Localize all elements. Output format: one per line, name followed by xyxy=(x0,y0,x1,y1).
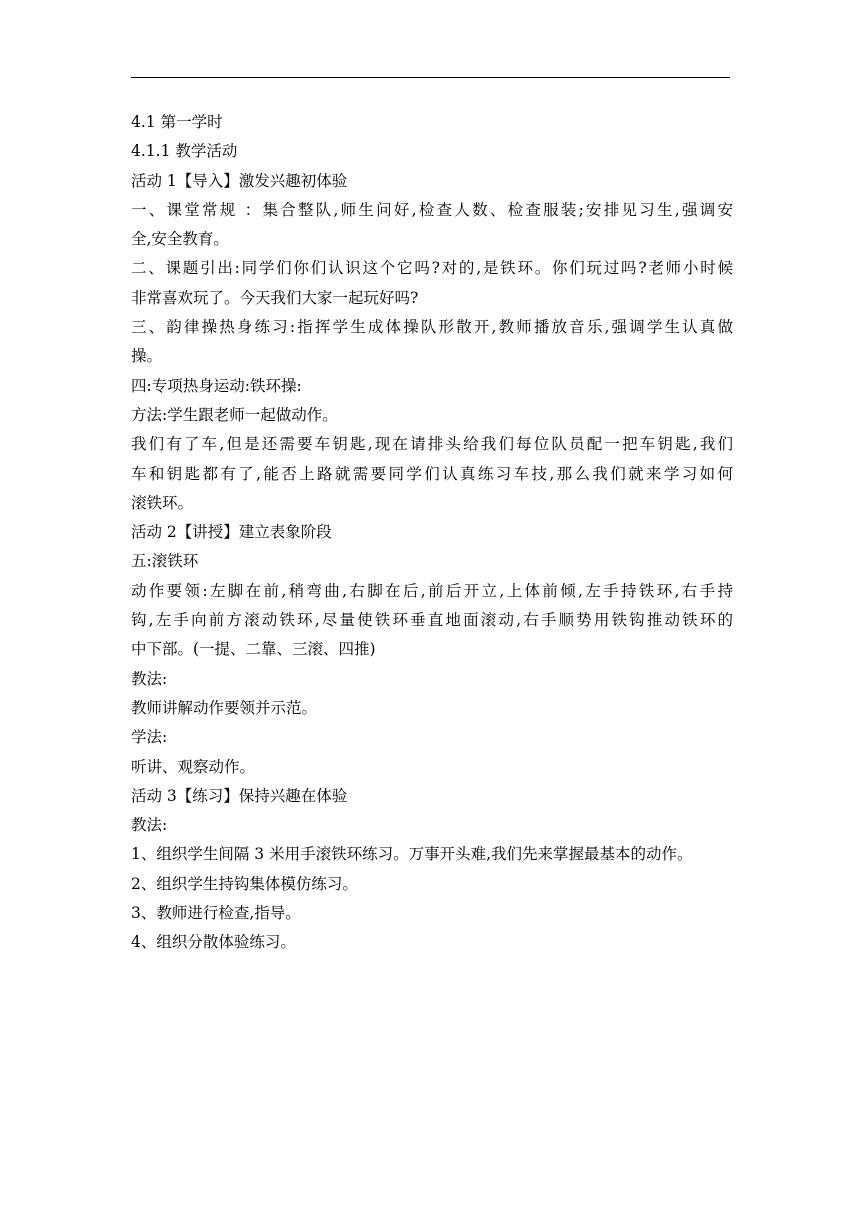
paragraph-line: 滚铁环。 xyxy=(131,493,194,512)
list-item: 1、组织学生间隔 3 米用手滚铁环练习。万事开头难,我们先来掌握最基本的动作。 xyxy=(131,845,693,864)
paragraph-line: 教师讲解动作要领并示范。 xyxy=(131,698,318,717)
activity-3-title: 活动 3【练习】保持兴趣在体验 xyxy=(131,786,348,805)
paragraph-line: 二、课题引出:同学们你们认识这个它吗?对的,是铁环。你们玩过吗?老师小时候 xyxy=(131,259,733,278)
list-item: 2、组织学生持钩集体模仿练习。 xyxy=(131,874,358,893)
paragraph-line: 我们有了车,但是还需要车钥匙,现在请排头给我们每位队员配一把车钥匙,我们 xyxy=(131,435,733,454)
heading-teaching-activities: 4.1.1 教学活动 xyxy=(131,142,238,161)
document-body xyxy=(131,108,733,958)
paragraph-line: 全,安全教育。 xyxy=(131,230,229,249)
paragraph-line: 三、韵律操热身练习:指挥学生成体操队形散开,教师播放音乐,强调学生认真做 xyxy=(131,318,733,337)
paragraph-line: 非常喜欢玩了。今天我们大家一起玩好吗? xyxy=(131,288,419,307)
paragraph-line: 动作要领:左脚在前,稍弯曲,右脚在后,前后开立,上体前倾,左手持铁环,右手持 xyxy=(131,581,733,600)
paragraph-line: 车和钥匙都有了,能否上路就需要同学们认真练习车技,那么我们就来学习如何 xyxy=(131,464,733,483)
paragraph-line: 教法: xyxy=(131,816,168,835)
paragraph-line: 方法:学生跟老师一起做动作。 xyxy=(131,405,338,424)
paragraph-line: 钩,左手向前方滚动铁环,尽量使铁环垂直地面滚动,右手顺势用铁钩推动铁环的 xyxy=(131,611,733,630)
paragraph-line: 五:滚铁环 xyxy=(131,552,199,571)
paragraph-line: 教法: xyxy=(131,669,168,688)
paragraph-line: 学法: xyxy=(131,728,168,747)
paragraph-line: 听讲、观察动作。 xyxy=(131,757,256,776)
paragraph-line: 一、课堂常规 ：集合整队,师生问好,检查人数、检查服装;安排见习生,强调安 xyxy=(131,200,733,219)
header-rule xyxy=(131,77,730,78)
paragraph-line: 四:专项热身运动:铁环操: xyxy=(131,376,302,395)
activity-2-title: 活动 2【讲授】建立表象阶段 xyxy=(131,523,332,542)
activity-1-title: 活动 1【导入】激发兴趣初体验 xyxy=(131,171,348,190)
heading-first-lesson: 4.1 第一学时 xyxy=(131,113,223,131)
list-item: 3、教师进行检查,指导。 xyxy=(131,904,301,923)
list-item: 4、组织分散体验练习。 xyxy=(131,933,296,952)
paragraph-line: 操。 xyxy=(131,347,163,366)
paragraph-line: 中下部。(一提、二靠、三滚、四推) xyxy=(131,640,376,659)
